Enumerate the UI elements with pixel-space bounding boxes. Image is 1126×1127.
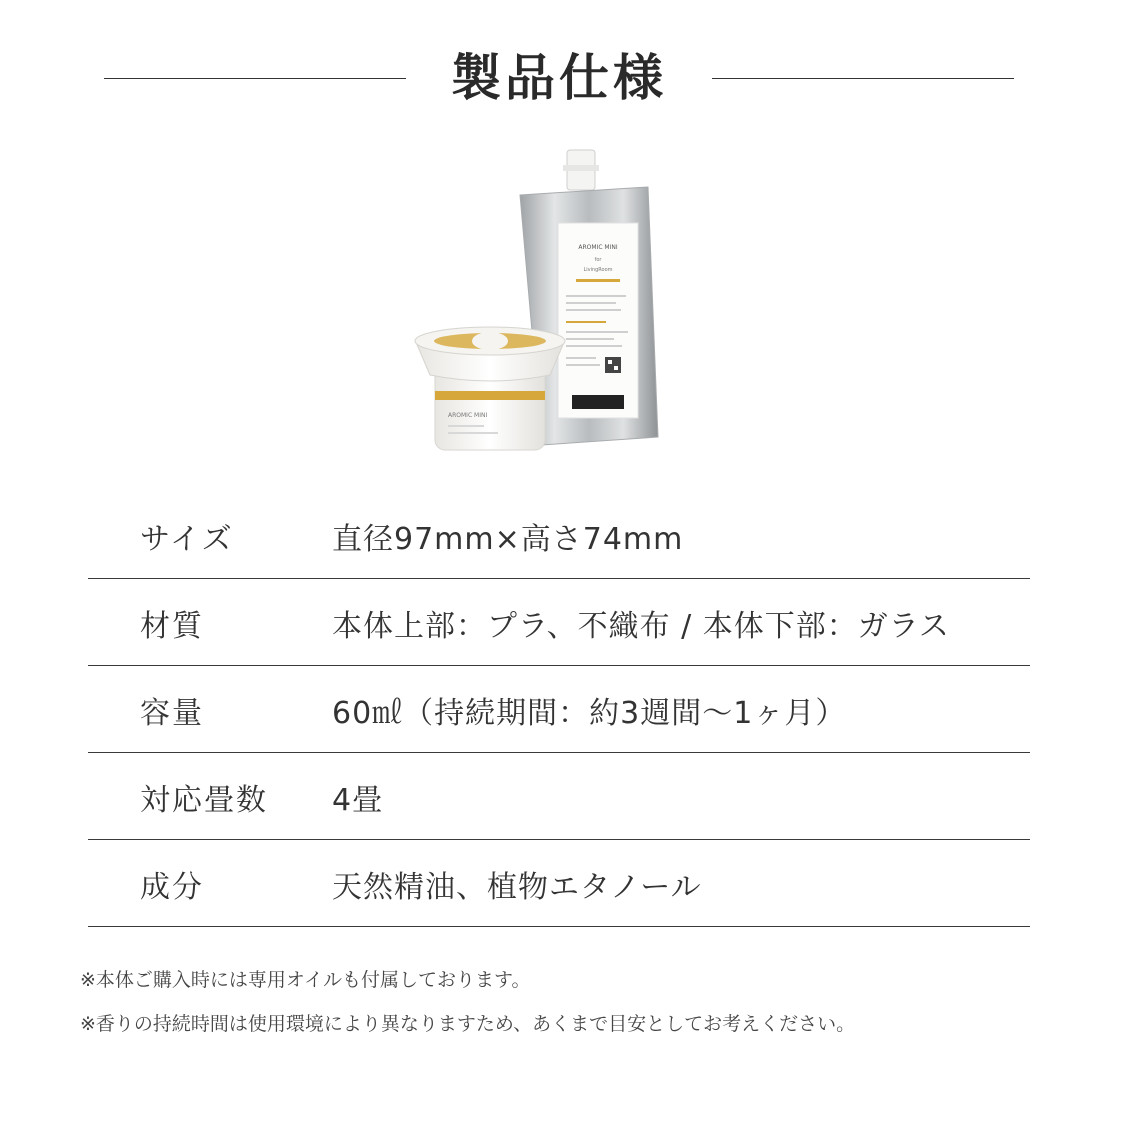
spec-value: 本体上部：プラ、不織布 / 本体下部：ガラス (332, 609, 950, 644)
spec-label: サイズ (140, 522, 234, 557)
page-title: 製品仕様 (451, 49, 667, 107)
spec-row-room-size (88, 753, 1030, 840)
pouch-room-text: LivingRoom (583, 267, 613, 273)
spec-row-ingredients (88, 840, 1030, 927)
spec-row-capacity (88, 666, 1030, 753)
section-header (0, 38, 1126, 118)
pouch-brand-text: AROMIC MINI (578, 244, 618, 251)
product-image (400, 145, 680, 465)
spec-label: 対応畳数 (140, 783, 268, 818)
footnote: ※香りの持続時間は使用環境により異なりますため、あくまで目安としてお考えください。 (80, 1013, 856, 1035)
jar-brand-text: AROMIC MINI (448, 412, 488, 419)
spec-label: 容量 (140, 696, 204, 731)
barcode (572, 395, 624, 409)
title-divider-right (712, 78, 1014, 79)
footnote: ※本体ご購入時には専用オイルも付属しております。 (80, 969, 531, 991)
product-illustration (400, 145, 680, 465)
spec-value: 天然精油、植物エタノール (332, 870, 702, 905)
pouch-for-text: for (594, 257, 602, 263)
spec-value: 60㎖（持続期間：約3週間〜1ヶ月） (332, 696, 847, 731)
title-divider-left (104, 78, 406, 79)
pouch-label (558, 223, 638, 418)
qr-code (605, 357, 621, 373)
spec-label: 材質 (140, 609, 204, 644)
spec-row-size (88, 492, 1030, 579)
footnotes (80, 958, 1080, 1046)
spec-table (88, 492, 1030, 927)
spec-label: 成分 (140, 870, 204, 905)
spec-row-material (88, 579, 1030, 666)
spec-value: 4畳 (332, 783, 384, 818)
spec-value: 直径97mm×高さ74mm (332, 522, 684, 557)
